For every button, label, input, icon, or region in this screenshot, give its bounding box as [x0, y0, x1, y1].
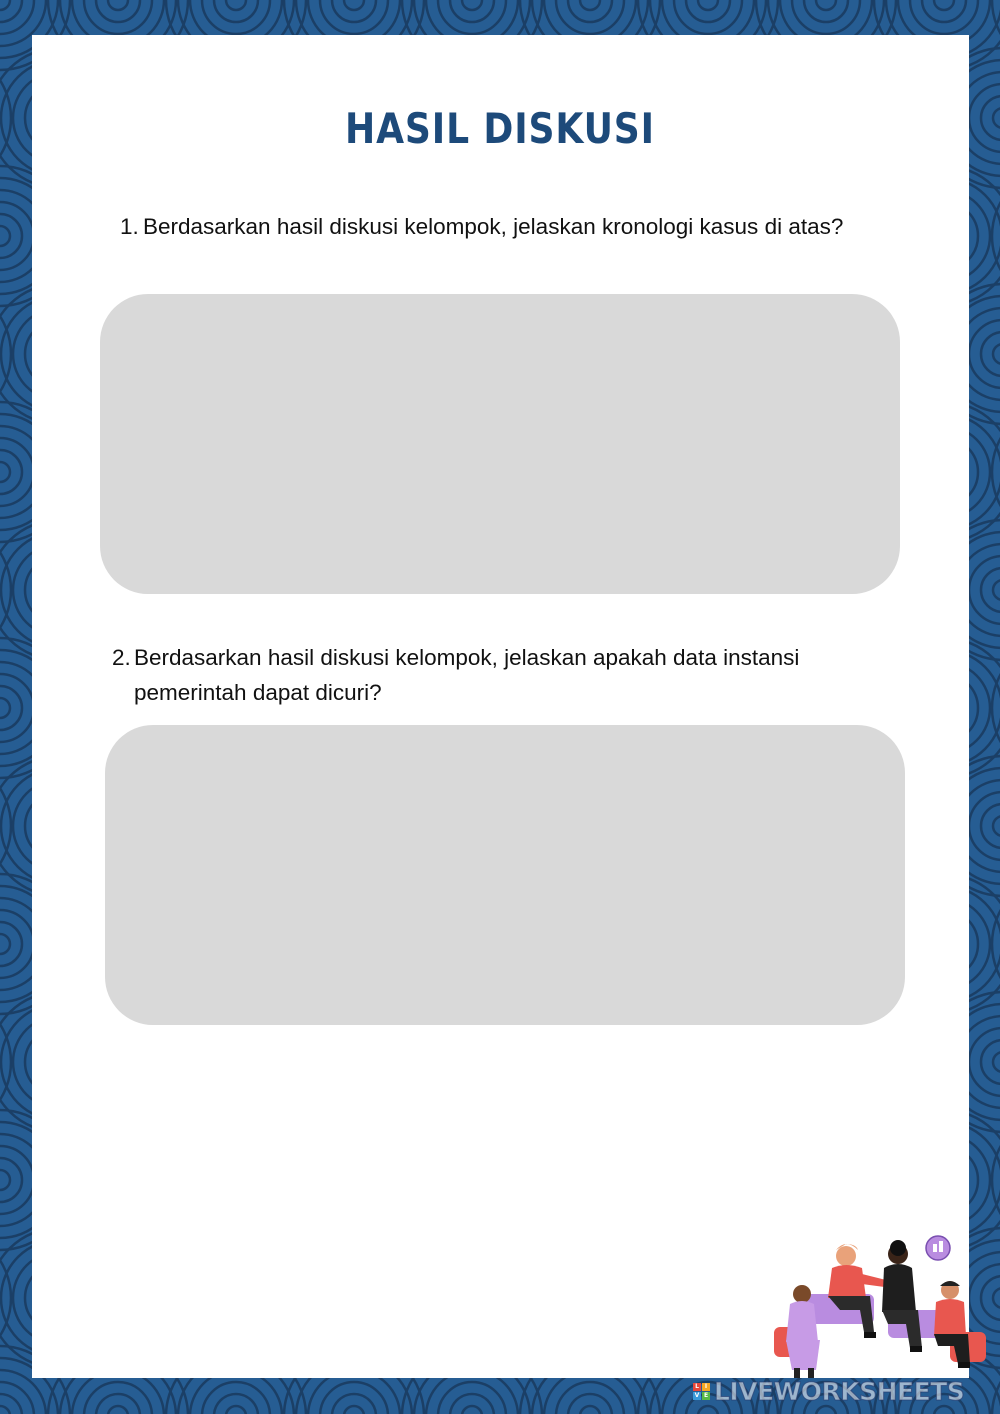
logo-letter-i: I — [702, 1383, 710, 1391]
group-discussion-illustration-icon — [770, 1232, 990, 1382]
question-2 — [112, 640, 892, 710]
liveworksheets-watermark — [693, 1374, 964, 1408]
page-title: HASIL DISKUSI — [344, 104, 655, 153]
liveworksheets-logo-icon — [693, 1383, 710, 1400]
answer-box-2[interactable] — [105, 725, 905, 1025]
watermark-text: LIVEWORKSHEETS — [714, 1376, 965, 1406]
question-1-text: Berdasarkan hasil diskusi kelompok, jelaskan kronologi kasus di atas? — [143, 214, 844, 239]
question-1-number: 1. — [120, 214, 139, 239]
logo-letter-v: V — [694, 1391, 700, 1399]
question-1 — [120, 209, 890, 244]
logo-letter-l: L — [693, 1383, 701, 1391]
answer-box-1[interactable] — [100, 294, 900, 594]
question-2-text: Berdasarkan hasil diskusi kelompok, jelaskan apakah data instansi pemerintah dapat dicuri? — [134, 645, 800, 705]
logo-letter-e: E — [703, 1391, 709, 1399]
question-2-number: 2. — [112, 645, 131, 670]
